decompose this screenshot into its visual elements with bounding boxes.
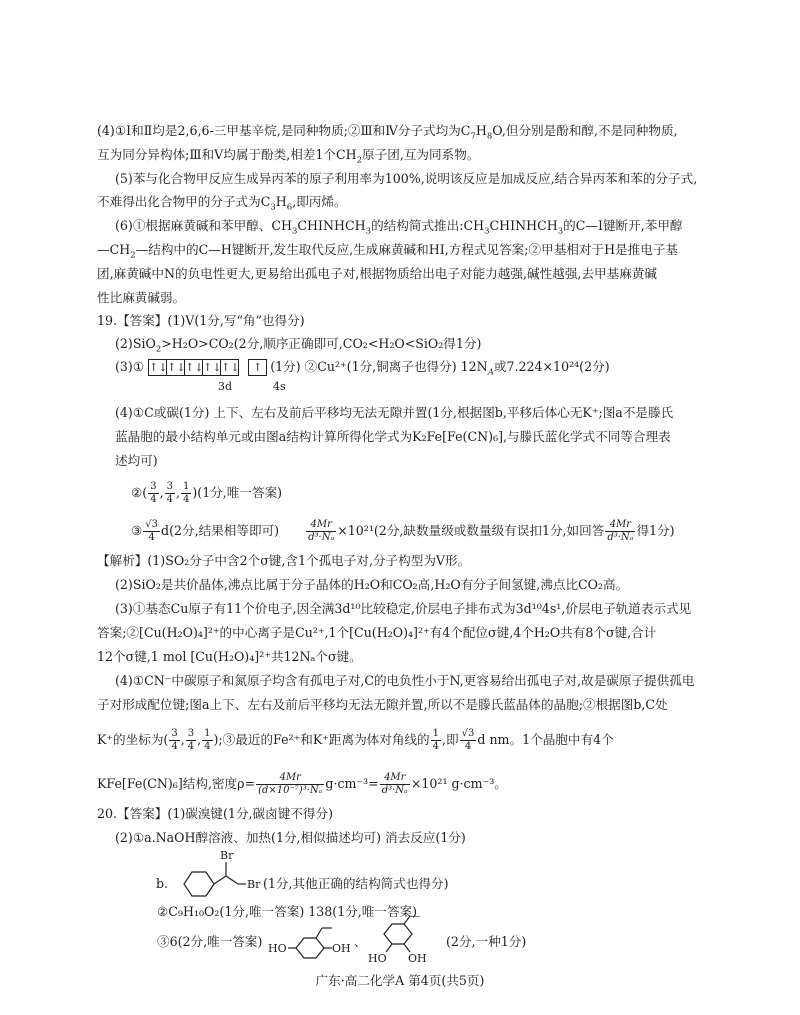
analysis-2: (2)SiO₂是共价晶体,沸点比属于分子晶体的H₂O和CO₂高,H₂O有分子间氢键,沸点比CO₂高。	[115, 577, 629, 592]
orbital-box: ↑↓	[203, 361, 222, 374]
analysis-4-line1: (4)①CN⁻中碳原子和氮原子均含有孤电子对,C的电负性小于N,更容易给出孤电子对,故是碳原子提供孤电	[115, 673, 695, 688]
fraction: $\frac{4Mr}{\text{(d×10⁻⁷)³·Nₐ}}$	[258, 772, 323, 796]
orbital-box: ↑↓	[185, 361, 204, 374]
hydroxyl-label: OH	[408, 952, 427, 964]
analysis-3-line2: 答案;②[Cu(H₂O)₄]²⁺的中心离子是Cu²⁺,1个[Cu(H₂O)₄]²⁺有4个配位σ键,4个H₂O共有8个σ键,合计	[97, 625, 657, 640]
page-footer: 广东·高二化学A 第4页(共5页)	[315, 973, 485, 988]
bromine-label: Br	[220, 849, 234, 862]
q19-answer-heading: 19.【答案】(1)V(1分,写“角”也得分)	[97, 313, 305, 328]
q20-answer-2c: ②C₉H₁₀O₂(1分,唯一答案) 138(1分,唯一答案)	[157, 904, 418, 919]
fraction: $\frac{4Mr}{\text{d³·Nₐ}}$	[381, 772, 408, 796]
q19-answer-4-line2: 蓝晶胞的最小结构单元或由图a结构计算所得化学式为K₂Fe[Fe(CN)₆],与滕氏蓝化学式不同等合理表	[115, 429, 671, 444]
q20-answer-2a: (2)①a.NaOH醇溶液、加热(1分,相似描述均可) 消去反应(1分)	[115, 830, 466, 845]
orbital-box: ↑	[248, 359, 267, 376]
fraction: $\frac{3}{4}$	[187, 728, 195, 752]
fraction: $\frac{√3}{4}$	[145, 519, 159, 543]
q20-answer-2b-note: (1分,其他正确的结构简式也得分)	[263, 876, 449, 891]
orbital-diagram-4s	[248, 359, 266, 376]
answer-6-line3: 团,麻黄碱中N的负电性更大,更易给出孤电子对,根据物质给出电子对能力越强,碱性越强,去甲基麻黄碱	[97, 266, 657, 281]
analysis-3-line1: (3)①基态Cu原子有11个价电子,因全满3d¹⁰比较稳定,价层电子排布式为3d¹⁰4s¹,价层电子轨道表示式见	[115, 601, 692, 616]
fraction: $\frac{1}{4}$	[432, 728, 440, 752]
answer-5-line1: (5)苯与化合物甲反应生成异丙苯的原子利用率为100%,说明该反应是加成反应,结合异丙苯和苯的分子式,	[115, 171, 698, 186]
analysis-4-line3: K⁺的坐标为( $\frac{3}{4}$ , $\frac{3}{4}$ , $\frac{1}{4}$ );③最近的Fe²⁺和K⁺距离为体对角线的 $\frac{1}{4}$ ,即 $\frac{√3}{4}$ d nm。1个晶胞中有4个	[97, 728, 614, 752]
fraction: $\frac{3}{4}$	[171, 728, 178, 752]
q20-answer-2b-label: b.	[156, 876, 169, 891]
dibromo-structure-diagram	[174, 848, 264, 904]
q20-answer-2d	[157, 934, 262, 950]
q19-answer-4-density: ③ $\frac{√3}{4}$ d(2分,结果相等即可) $\frac{4Mr}{\text{d³·Nₐ}}$ ×10²¹(2分,缺数量级或数量级有误扣1分,如回答 $\frac{4Mr}{\text{d³·Nₐ}}$ 得1分)	[131, 519, 675, 543]
fraction: $\frac{3}{4}$	[166, 481, 173, 505]
q19-answer-4-line3: 述均可)	[115, 453, 158, 468]
analysis-3-line3: 12个σ键,1 mol [Cu(H₂O)₄]²⁺共12Nₐ个σ键。	[97, 649, 362, 664]
q20-answer-2d-label: ③6(2分,唯一答案)	[157, 934, 263, 949]
fraction: $\frac{√3}{4}$	[461, 728, 475, 752]
analysis-4-line4: KFe[Fe(CN)₆]结构,密度ρ= $\frac{4Mr}{\text{(d×10⁻⁷)³·Nₐ}}$ g·cm⁻³= $\frac{4Mr}{\text{d³·Nₐ}}$ ×10²¹ g·cm⁻³。	[97, 772, 507, 796]
q20-answer-2d-note: (2分,一种1分)	[446, 934, 527, 949]
analysis-1: 【解析】(1)SO₂分子中含2个σ键,含1个孤电子对,分子构型为V形。	[97, 553, 471, 568]
bromine-label: Br	[247, 878, 261, 891]
answer-6-line2: $—CH_2—$结构中的C—H键断开,发生取代反应,生成麻黄碱和HI,方程式见答案;②甲基相对于H是推电子基	[97, 242, 679, 261]
fraction: $\frac{4Mr}{\text{d³·Nₐ}}$	[607, 519, 634, 543]
separator: 、	[354, 934, 367, 949]
answer-6-line1: (6)①根据麻黄碱和苯甲醇、$CH_3CHINHCH_3$的结构简式推出$:CH_3CHINHCH_3$的C—I键断开,苯甲醇	[115, 218, 683, 237]
phenol-structure-1	[266, 924, 358, 966]
q19-answer-3: (3)① ↑↓↑↓↑↓↑↓↑↓ ↑ (1分) ②Cu²⁺(1分,铜离子也得分) $12N_A$或7.224×10²⁴(2分)	[115, 359, 610, 378]
analysis-4-line2: 子对形成配位键;图a上下、左右及前后平移均无法无隙并置,所以不是滕氏蓝晶体的晶胞;②根据图b,C处	[97, 697, 668, 712]
fraction: $\frac{3}{4}$	[150, 481, 157, 505]
hydroxyl-label: OH	[332, 942, 351, 955]
orbital-label-4s: 4s	[273, 380, 286, 393]
phenol-structure-2	[360, 916, 440, 964]
q20-answer-heading: 20.【答案】(1)碳溴键(1分,碳卤键不得分)	[97, 806, 334, 821]
orbital-box: ↑↓	[167, 361, 186, 374]
fraction: $\frac{1}{4}$	[204, 728, 211, 752]
q19-answer-2: (2)SiO$_2$>H₂O>CO₂(2分,顺序正确即可,CO₂<H₂O<SiO₂得1分)	[115, 336, 482, 355]
q19-answer-4-line1: (4)①C或碳(1分) 上下、左右及前后平移均无法无隙并置(1分,根据图b,平移后体心无K⁺;图a不是滕氏	[115, 405, 674, 420]
hydroxyl-label: HO	[368, 952, 387, 964]
orbital-diagram-3d	[148, 359, 238, 376]
orbital-label-3d: 3d	[218, 380, 233, 393]
fraction: $\frac{4Mr}{\text{d³·Nₐ}}$	[308, 519, 335, 543]
answer-6-line4: 性比麻黄碱弱。	[97, 290, 186, 305]
answer-4-line2: 互为同分异构体;Ⅲ和Ⅴ均属于酚类,相差1个$CH_2$原子团,互为同系物。	[97, 147, 480, 166]
answer-4-line1: (4)①Ⅰ和Ⅱ均是2,6,6-三甲基辛烷,是同种物质;②Ⅲ和Ⅳ分子式均为$C_7H_8O$,但分别是酚和醇,不是同种物质,	[97, 123, 678, 142]
q19-answer-4-coords: ②( $\frac{3}{4}$ , $\frac{3}{4}$ , $\frac{1}{4}$ )(1分,唯一答案)	[131, 481, 283, 505]
fraction: $\frac{1}{4}$	[183, 481, 190, 505]
orbital-box: ↑↓	[149, 361, 168, 374]
orbital-box: ↑↓	[221, 361, 240, 374]
answer-5-line2: 不难得出化合物甲的分子式为$C_3H_6$,即丙烯。	[97, 194, 347, 213]
hydroxyl-label: HO	[268, 942, 287, 955]
